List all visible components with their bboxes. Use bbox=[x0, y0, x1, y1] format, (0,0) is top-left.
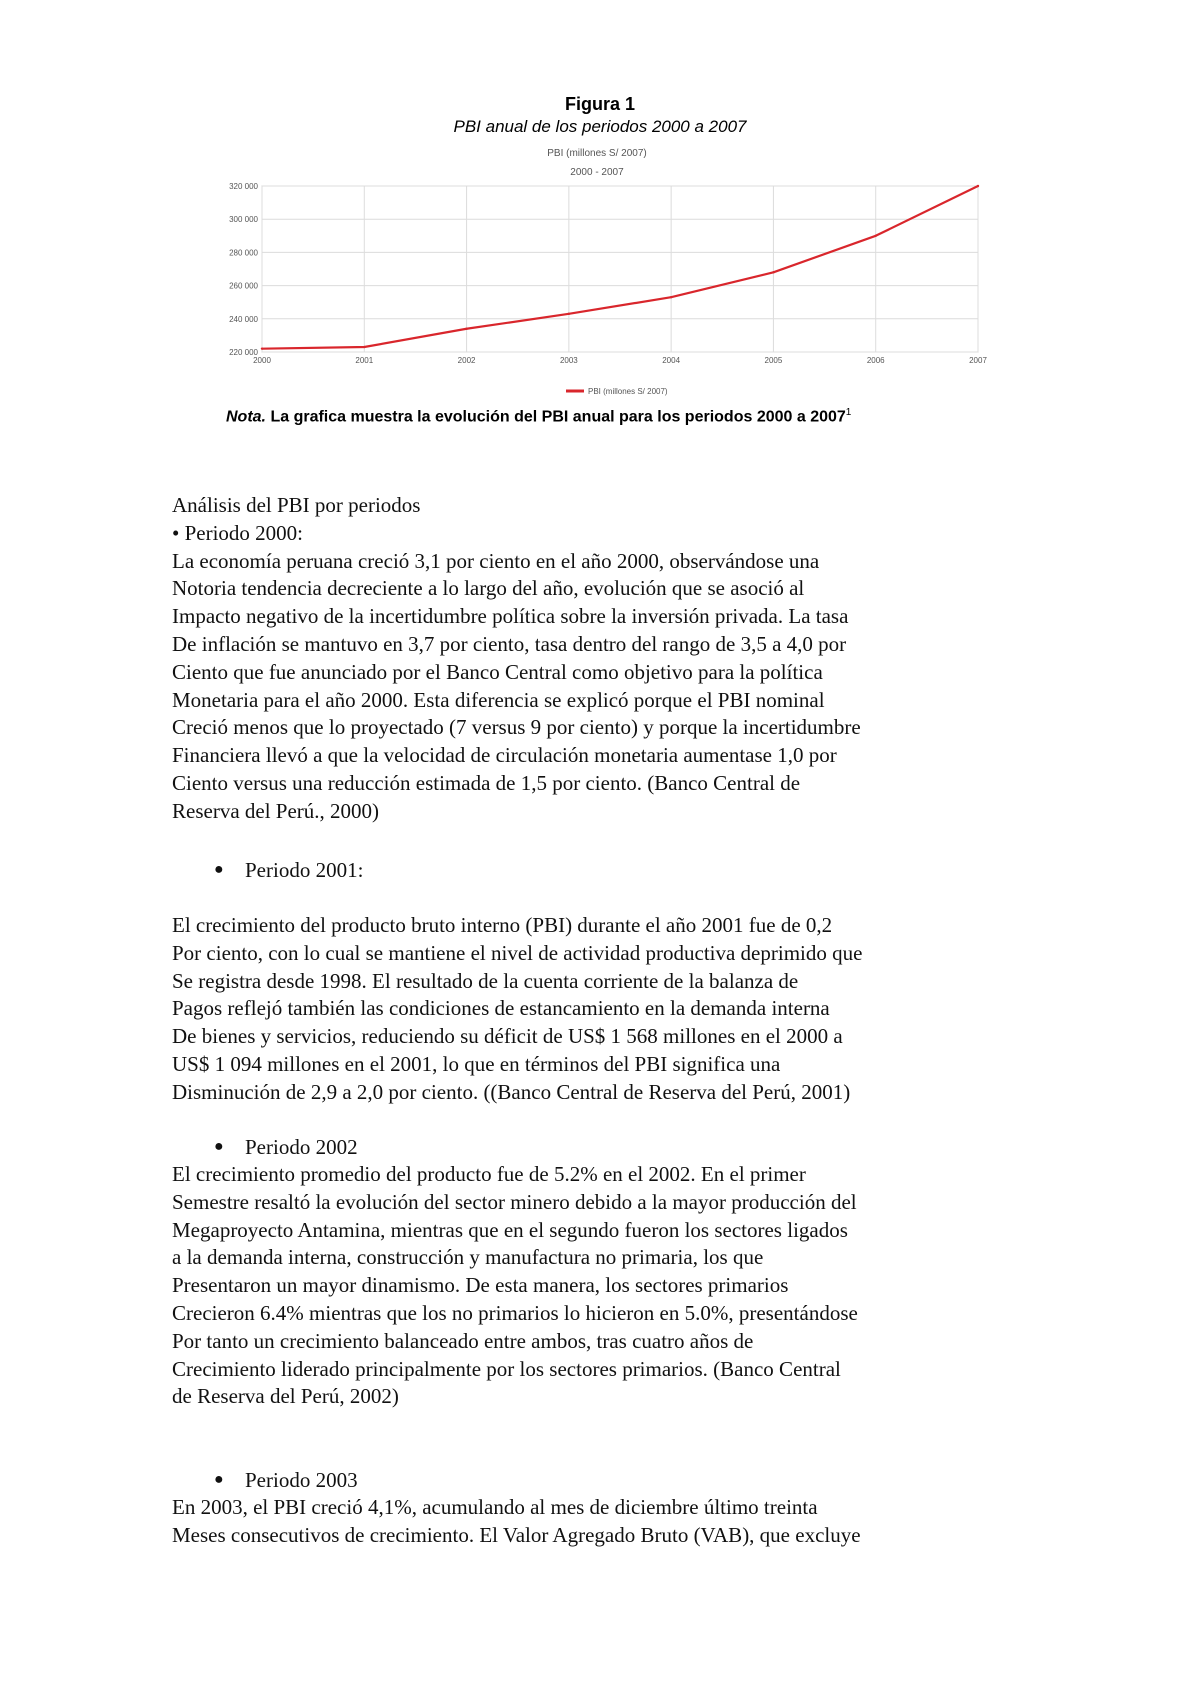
figure-title: Figura 1 bbox=[564, 94, 635, 114]
text-line: Por ciento, con lo cual se mantiene el nivel de actividad productiva deprimido que bbox=[172, 940, 863, 965]
figure-note bbox=[226, 407, 1126, 426]
x-tick-label: 2004 bbox=[662, 356, 681, 365]
chart-legend bbox=[566, 387, 668, 396]
figure-subtitle: PBI anual de los periodos 2000 a 2007 bbox=[453, 117, 747, 136]
text-line: Crecimiento liderado principalmente por los sectores primarios. (Banco Central bbox=[172, 1356, 841, 1381]
text-line: De inflación se mantuvo en 3,7 por ciento, tasa dentro del rango de 3,5 a 4,0 por bbox=[172, 631, 847, 656]
period-2001-label: Periodo 2001: bbox=[245, 858, 364, 882]
pbi-line-chart bbox=[0, 140, 1200, 400]
text-line: El crecimiento del producto bruto interno (PBI) durante el año 2001 fue de 0,2 bbox=[172, 913, 833, 937]
y-tick-label: 260 000 bbox=[229, 281, 258, 291]
y-tick-label: 220 000 bbox=[229, 348, 258, 357]
bullet-icon: ● bbox=[214, 861, 224, 878]
period-2002-label: Periodo 2002 bbox=[245, 1135, 358, 1159]
text-line: Crecieron 6.4% mientras que los no primarios lo hicieron en 5.0%, presentándose bbox=[172, 1300, 858, 1325]
y-tick-label: 300 000 bbox=[229, 215, 258, 225]
x-tick-label: 2007 bbox=[969, 356, 987, 365]
note-label: Nota. bbox=[226, 408, 266, 426]
text-line: La economía peruana creció 3,1 por ciento en el año 2000, observándose una bbox=[172, 548, 820, 573]
note-text: La grafica muestra la evolución del PBI anual para los periodos 2000 a 2007 bbox=[266, 408, 846, 426]
chart-x-tick-labels bbox=[253, 356, 987, 365]
chart-title: PBI (millones S/ 2007) bbox=[547, 148, 647, 159]
text-line: Semestre resaltó la evolución del sector minero debido a la mayor producción del bbox=[172, 1189, 857, 1214]
text-line: a la demanda interna, construcción y manufactura no primaria, los que bbox=[172, 1245, 764, 1270]
legend-label: PBI (millones S/ 2007) bbox=[588, 387, 668, 396]
x-tick-label: 2003 bbox=[559, 356, 578, 365]
text-line: Financiera llevó a que la velocidad de circulación monetaria aumentase 1,0 por bbox=[172, 743, 837, 768]
period-2003-label: Periodo 2003 bbox=[245, 1468, 358, 1492]
data-point bbox=[772, 271, 774, 273]
text-line: Impacto negativo de la incertidumbre política sobre la inversión privada. La tasa bbox=[172, 604, 849, 629]
text-line: Ciento versus una reducción estimada de 1,5 por ciento. (Banco Central de bbox=[172, 770, 801, 795]
data-point bbox=[875, 235, 877, 237]
text-line: En 2003, el PBI creció 4,1%, acumulando al mes de diciembre último treinta bbox=[172, 1495, 818, 1519]
chart-subtitle: 2000 - 2007 bbox=[570, 167, 624, 178]
data-point bbox=[670, 296, 672, 298]
x-tick-label: 2002 bbox=[457, 356, 476, 365]
text-line: Creció menos que lo proyectado (7 versus 9 por ciento) y porque la incertidumbre bbox=[172, 715, 861, 740]
period-2000-heading: • Periodo 2000: bbox=[172, 520, 304, 545]
data-point bbox=[977, 185, 979, 187]
section-2003 bbox=[172, 1494, 1012, 1550]
bullet-icon: ● bbox=[214, 1138, 224, 1155]
chart-y-tick-labels bbox=[229, 182, 258, 357]
section-2002 bbox=[172, 1161, 1012, 1411]
period-2003-heading bbox=[172, 1466, 1012, 1494]
x-tick-label: 2001 bbox=[355, 356, 374, 365]
chart-grid bbox=[262, 186, 978, 352]
note-footnote-marker: 1 bbox=[845, 407, 852, 418]
section-2000 bbox=[172, 492, 1012, 826]
bullet-icon: ● bbox=[214, 1471, 224, 1488]
text-line: Pagos reflejó también las condiciones de estancamiento en la demanda interna bbox=[172, 996, 830, 1021]
period-2000-paragraph bbox=[172, 548, 1012, 826]
text-line: Por tanto un crecimiento balanceado entre ambos, tras cuatro años de bbox=[172, 1328, 754, 1353]
text-line: Ciento que fue anunciado por el Banco Central como objetivo para la política bbox=[172, 659, 823, 684]
text-line: Notoria tendencia decreciente a lo largo del año, evolución que se asoció al bbox=[172, 576, 805, 601]
text-line: Disminución de 2,9 a 2,0 por ciento. ((Banco Central de Reserva del Perú, 2001) bbox=[172, 1079, 851, 1104]
chart-series bbox=[261, 185, 979, 350]
plot-frame bbox=[262, 186, 978, 352]
text-line: De bienes y servicios, reduciendo su déficit de US$ 1 568 millones en el 2000 a bbox=[172, 1024, 843, 1049]
text-line: Reserva del Perú., 2000) bbox=[172, 798, 380, 823]
data-point bbox=[465, 328, 467, 330]
text-line: El crecimiento promedio del producto fue de 5.2% en el 2002. En el primer bbox=[172, 1162, 806, 1186]
y-tick-label: 320 000 bbox=[229, 182, 258, 191]
text-line: Meses consecutivos de crecimiento. El Valor Agregado Bruto (VAB), que excluye bbox=[172, 1522, 861, 1547]
y-tick-label: 280 000 bbox=[229, 248, 258, 258]
analysis-heading: Análisis del PBI por periodos bbox=[172, 493, 421, 517]
text-line: Se registra desde 1998. El resultado de la cuenta corriente de la balanza de bbox=[172, 968, 799, 993]
period-2003-paragraph bbox=[172, 1494, 1012, 1550]
text-line: US$ 1 094 millones en el 2001, lo que en términos del PBI significa una bbox=[172, 1051, 781, 1076]
data-point bbox=[261, 347, 263, 349]
text-line: Megaproyecto Antamina, mientras que en el segundo fueron los sectores ligados bbox=[172, 1217, 848, 1242]
text-line: Monetaria para el año 2000. Esta diferencia se explicó porque el PBI nominal bbox=[172, 687, 825, 712]
y-tick-label: 240 000 bbox=[229, 314, 258, 324]
period-2001-heading bbox=[172, 856, 1012, 884]
period-2001-paragraph bbox=[172, 912, 1012, 1107]
period-2002-heading bbox=[172, 1133, 1012, 1161]
series-line bbox=[262, 186, 978, 349]
x-tick-label: 2006 bbox=[866, 356, 885, 365]
text-line: Presentaron un mayor dinamismo. De esta manera, los sectores primarios bbox=[172, 1273, 789, 1298]
period-2002-paragraph bbox=[172, 1161, 1012, 1411]
section-2001 bbox=[172, 912, 1012, 1107]
x-tick-label: 2005 bbox=[764, 356, 783, 365]
data-point bbox=[363, 346, 365, 348]
x-tick-label: 2000 bbox=[253, 356, 271, 365]
text-line: de Reserva del Perú, 2002) bbox=[172, 1384, 399, 1409]
data-point bbox=[568, 313, 570, 315]
